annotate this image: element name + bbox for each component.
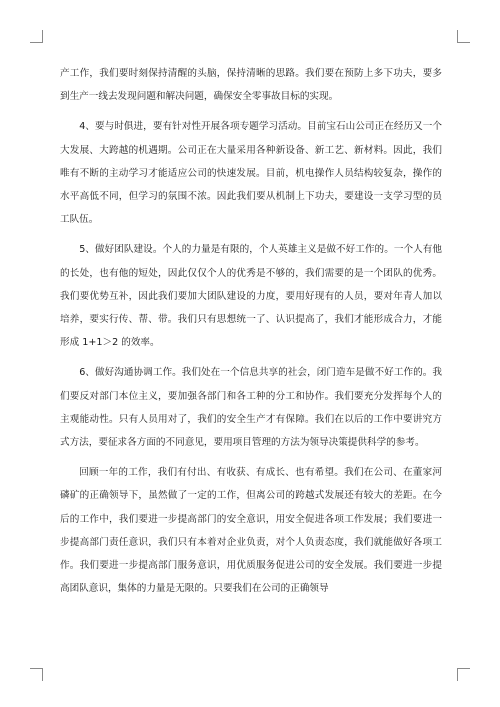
- crop-mark-top-right: [457, 30, 470, 43]
- paragraph-item-5: 5、做好团队建设。个人的力量是有限的，个人英雄主义是做不好工作的。一个人有他的长处，也有他的短处，因此仅仅个人的优秀是不够的，我们需要的是一个团队的优秀。我们要优势互补，因此我们要加大团队建设的力度，要用好现有的人员，要对年青人加以培养，要实行传、帮、带。我们只有思想统一了、认识提高了，我们才能形成合力，才能形成 1+1＞2 的效率。: [60, 244, 442, 349]
- crop-mark-top-left: [30, 30, 43, 43]
- document-body: [60, 62, 442, 607]
- paragraph-continued: 产工作，我们要时刻保持清醒的头脑，保持清晰的思路。我们要在预防上多下功夫，要多到生产一线去发现问题和解决问题，确保安全零事故目标的实现。: [60, 68, 442, 103]
- paragraph-summary: 回顾一年的工作，我们有付出、有收获、有成长、也有希望。我们在公司、在董家河磷矿的正确领导下，虽然做了一定的工作，但离公司的跨越式发展还有较大的差距。在今后的工作中，我们要进一步提高部门的安全意识，用安全促进各项工作发展；我们要进一步提高部门责任意识，我们只有本着对企业负责，对个人负责态度，我们就能做好各项工作。我们要进一步提高部门服务意识，用优质服务促进公司的安全发展。我们要进一步提高团队意识，集体的力量是无限的。只要我们在公司的正确领导: [60, 467, 442, 595]
- paragraph-item-4: 4、要与时俱进，要有针对性开展各项专题学习活动。目前宝石山公司正在经历又一个大发展、大跨越的机遇期。公司正在大量采用各种新设备、新工艺、新材料。因此，我们唯有不断的主动学习才能适应公司的快速发展。目前，机电操作人员结构较复杂，操作的水平高低不同，但学习的氛围不浓。因此我们要从机制上下功夫，要建设一支学习型的员工队伍。: [60, 121, 442, 226]
- crop-mark-bottom-left: [30, 668, 43, 681]
- crop-mark-bottom-right: [457, 668, 470, 681]
- paragraph-item-6: 6、做好沟通协调工作。我们处在一个信息共享的社会，闭门造车是做不好工作的。我们要反对部门本位主义，要加强各部门和各工种的分工和协作。我们要充分发挥每个人的主观能动性。只有人员用对了，我们的安全生产才有保障。我们在以后的工作中要讲究方式方法，要征求各方面的不同意见，要用项目管理的方法为领导决策提供科学的参考。: [60, 367, 442, 449]
